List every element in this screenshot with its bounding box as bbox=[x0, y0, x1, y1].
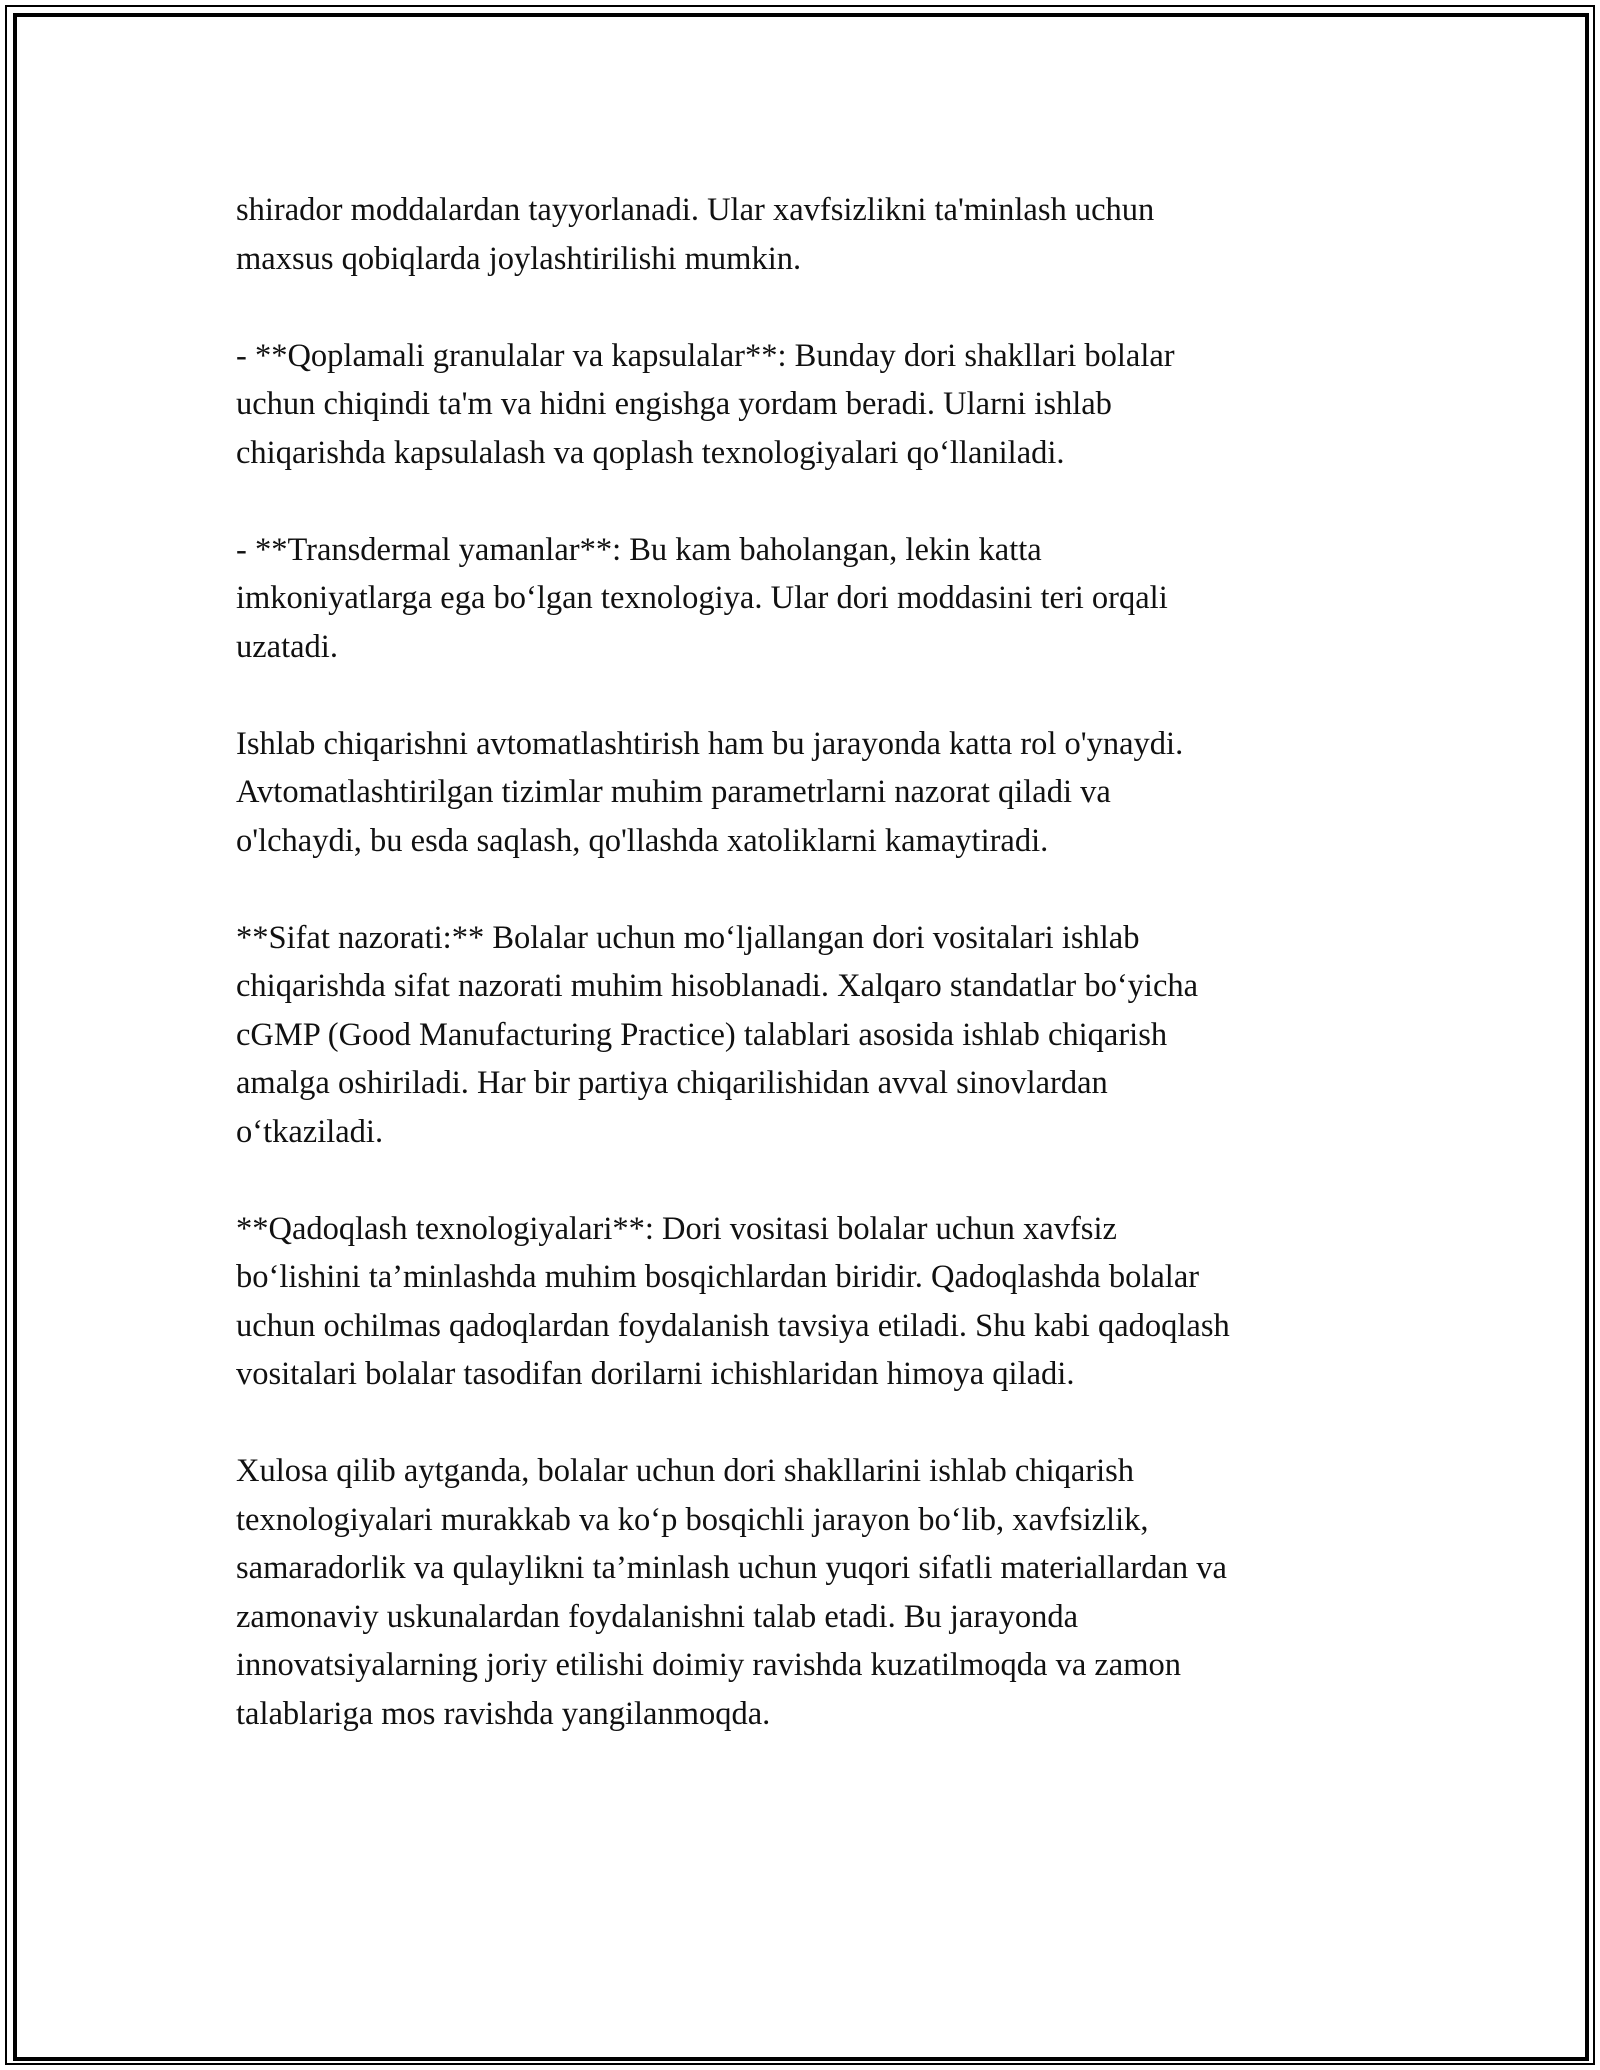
text-line: uchun ochilmas qadoqlardan foydalanish tavsiya etiladi. Shu kabi qadoqlash bbox=[236, 1307, 1230, 1344]
text-line: chiqarishda sifat nazorati muhim hisoblanadi. Xalqaro standatlar bo‘yicha bbox=[236, 968, 1199, 1004]
paragraph-automation bbox=[236, 720, 1376, 866]
paragraph-coated-granules bbox=[236, 332, 1376, 478]
text-line: texnologiyalari murakkab va ko‘p bosqichli jarayon bo‘lib, xavfsizlik, bbox=[236, 1501, 1149, 1538]
text-line: uchun chiqindi ta'm va hidni engishga yordam beradi. Ularni ishlab bbox=[236, 386, 1112, 422]
text-line: - **Transdermal yamanlar**: Bu kam baholangan, lekin katta bbox=[236, 531, 1042, 568]
text-line: maxsus qobiqlarda joylashtirilishi mumkin. bbox=[236, 240, 802, 277]
text-line: o‘tkaziladi. bbox=[236, 1113, 384, 1150]
text-line: o'lchaydi, bu esda saqlash, qo'llashda xatoliklarni kamaytiradi. bbox=[236, 822, 1049, 859]
paragraph-quality-control bbox=[236, 914, 1376, 1157]
paragraph-packaging bbox=[236, 1205, 1376, 1399]
text-line: imkoniyatlarga ega bo‘lgan texnologiya. Ular dori moddasini teri orqali bbox=[236, 580, 1168, 616]
text-line: **Qadoqlash texnologiyalari**: Dori vositasi bolalar uchun xavfsiz bbox=[236, 1210, 1117, 1247]
paragraph-conclusion bbox=[236, 1447, 1376, 1738]
text-line: vositalari bolalar tasodifan dorilarni ichishlaridan himoya qiladi. bbox=[236, 1356, 1075, 1392]
text-line: talablariga mos ravishda yangilanmoqda. bbox=[236, 1695, 771, 1732]
document-body bbox=[236, 186, 1376, 1787]
text-line: samaradorlik va qulaylikni ta’minlash uchun yuqori sifatli materiallardan va bbox=[236, 1550, 1227, 1586]
text-line: zamonaviy uskunalardan foydalanishni talab etadi. Bu jarayonda bbox=[236, 1598, 1079, 1635]
text-line: bo‘lishini ta’minlashda muhim bosqichlardan biridir. Qadoqlashda bolalar bbox=[236, 1259, 1200, 1295]
paragraph-transdermal-patches bbox=[236, 526, 1376, 672]
text-line: Avtomatlashtirilgan tizimlar muhim parametrlarni nazorat qiladi va bbox=[236, 774, 1111, 810]
text-line: - **Qoplamali granulalar va kapsulalar**: Bunday dori shakllari bolalar bbox=[236, 337, 1175, 374]
text-line: shirador moddalardan tayyorlanadi. Ular xavfsizlikni ta'minlash uchun bbox=[236, 192, 1155, 228]
text-line: **Sifat nazorati:** Bolalar uchun mo‘ljallangan dori vositalari ishlab bbox=[236, 919, 1140, 956]
text-line: chiqarishda kapsulalash va qoplash texnologiyalari qo‘llaniladi. bbox=[236, 434, 1065, 471]
text-line: amalga oshiriladi. Har bir partiya chiqarilishidan avval sinovlardan bbox=[236, 1065, 1108, 1101]
text-line: uzatadi. bbox=[236, 628, 338, 665]
text-line: Ishlab chiqarishni avtomatlashtirish ham bu jarayonda katta rol o'ynaydi. bbox=[236, 725, 1184, 762]
text-line: cGMP (Good Manufacturing Practice) talablari asosida ishlab chiqarish bbox=[236, 1016, 1168, 1053]
text-line: innovatsiyalarning joriy etilishi doimiy ravishda kuzatilmoqda va zamon bbox=[236, 1647, 1182, 1683]
text-line: Xulosa qilib aytganda, bolalar uchun dori shakllarini ishlab chiqarish bbox=[236, 1453, 1135, 1489]
paragraph-dosage-forms-intro bbox=[236, 186, 1376, 283]
